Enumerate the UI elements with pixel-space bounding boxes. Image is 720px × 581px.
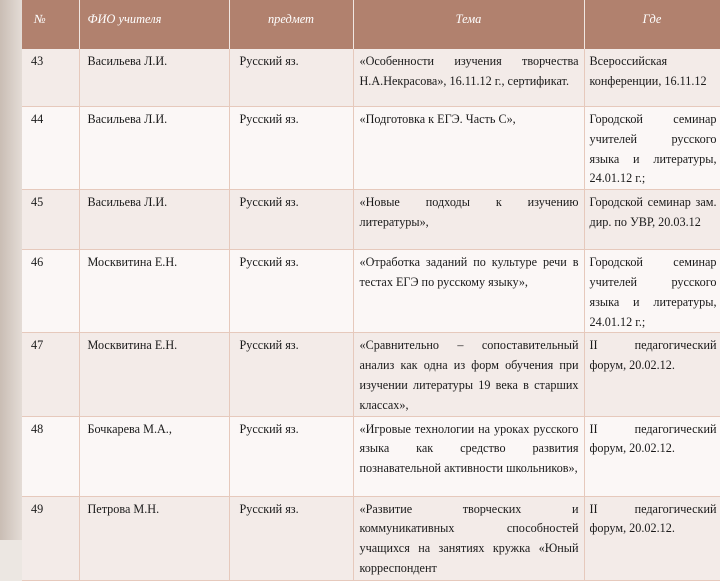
row-where: II педагогический форум, 20.02.12. (584, 416, 720, 496)
row-teacher-name: Васильева Л.И. (79, 107, 229, 190)
row-teacher-name: Москвитина Е.Н. (79, 250, 229, 333)
row-where: Городской семинар зам. дир. по УВР, 20.03.12 (584, 190, 720, 250)
row-topic: «Развитие творческих и коммуникативных способностей учащихся на занятиях кружка «Юный корреспондент (353, 496, 584, 580)
row-number: 49 (22, 496, 79, 580)
row-subject: Русский яз. (229, 416, 353, 496)
row-where: Городской семинар учителей русского языка и литературы, 24.01.12 г.; (584, 250, 720, 333)
header-topic: Тема (353, 0, 584, 49)
row-number: 45 (22, 190, 79, 250)
row-where: II педагогический форум, 20.02.12. (584, 496, 720, 580)
row-subject: Русский яз. (229, 49, 353, 107)
left-page-margin (0, 0, 22, 540)
table-row (22, 496, 720, 580)
row-subject: Русский яз. (229, 496, 353, 580)
row-where: Всероссийская конференции, 16.11.12 (584, 49, 720, 107)
table-row (22, 49, 720, 107)
header-number: № (22, 0, 79, 49)
row-where: II педагогический форум, 20.02.12. (584, 333, 720, 416)
row-teacher-name: Москвитина Е.Н. (79, 333, 229, 416)
row-number: 43 (22, 49, 79, 107)
row-teacher-name: Васильева Л.И. (79, 190, 229, 250)
row-topic: «Подготовка к ЕГЭ. Часть С», (353, 107, 584, 190)
teachers-table (22, 0, 720, 581)
row-subject: Русский яз. (229, 190, 353, 250)
row-number: 47 (22, 333, 79, 416)
row-where: Городской семинар учителей русского языка и литературы, 24.01.12 г.; (584, 107, 720, 190)
table-header-row (22, 0, 720, 49)
table-row (22, 333, 720, 416)
table-row (22, 107, 720, 190)
row-subject: Русский яз. (229, 250, 353, 333)
table-row (22, 190, 720, 250)
row-topic: «Сравнительно – сопоставительный анализ как одна из форм обучения при изучении литературы 19 века в старших классах», (353, 333, 584, 416)
row-number: 44 (22, 107, 79, 190)
table-row (22, 250, 720, 333)
row-topic: «Отработка заданий по культуре речи в тестах ЕГЭ по русскому языку», (353, 250, 584, 333)
row-topic: «Игровые технологии на уроках русского языка как средство развития познавательной активности школьников», (353, 416, 584, 496)
row-topic: «Особенности изучения творчества Н.А.Некрасова», 16.11.12 г., сертификат. (353, 49, 584, 107)
row-teacher-name: Петрова М.Н. (79, 496, 229, 580)
row-teacher-name: Бочкарева М.А., (79, 416, 229, 496)
header-teacher-name: ФИО учителя (79, 0, 229, 49)
table-row (22, 416, 720, 496)
row-topic: «Новые подходы к изучению литературы», (353, 190, 584, 250)
row-subject: Русский яз. (229, 333, 353, 416)
header-subject: предмет (229, 0, 353, 49)
row-number: 46 (22, 250, 79, 333)
row-subject: Русский яз. (229, 107, 353, 190)
header-where: Где (584, 0, 720, 49)
row-number: 48 (22, 416, 79, 496)
row-teacher-name: Васильева Л.И. (79, 49, 229, 107)
